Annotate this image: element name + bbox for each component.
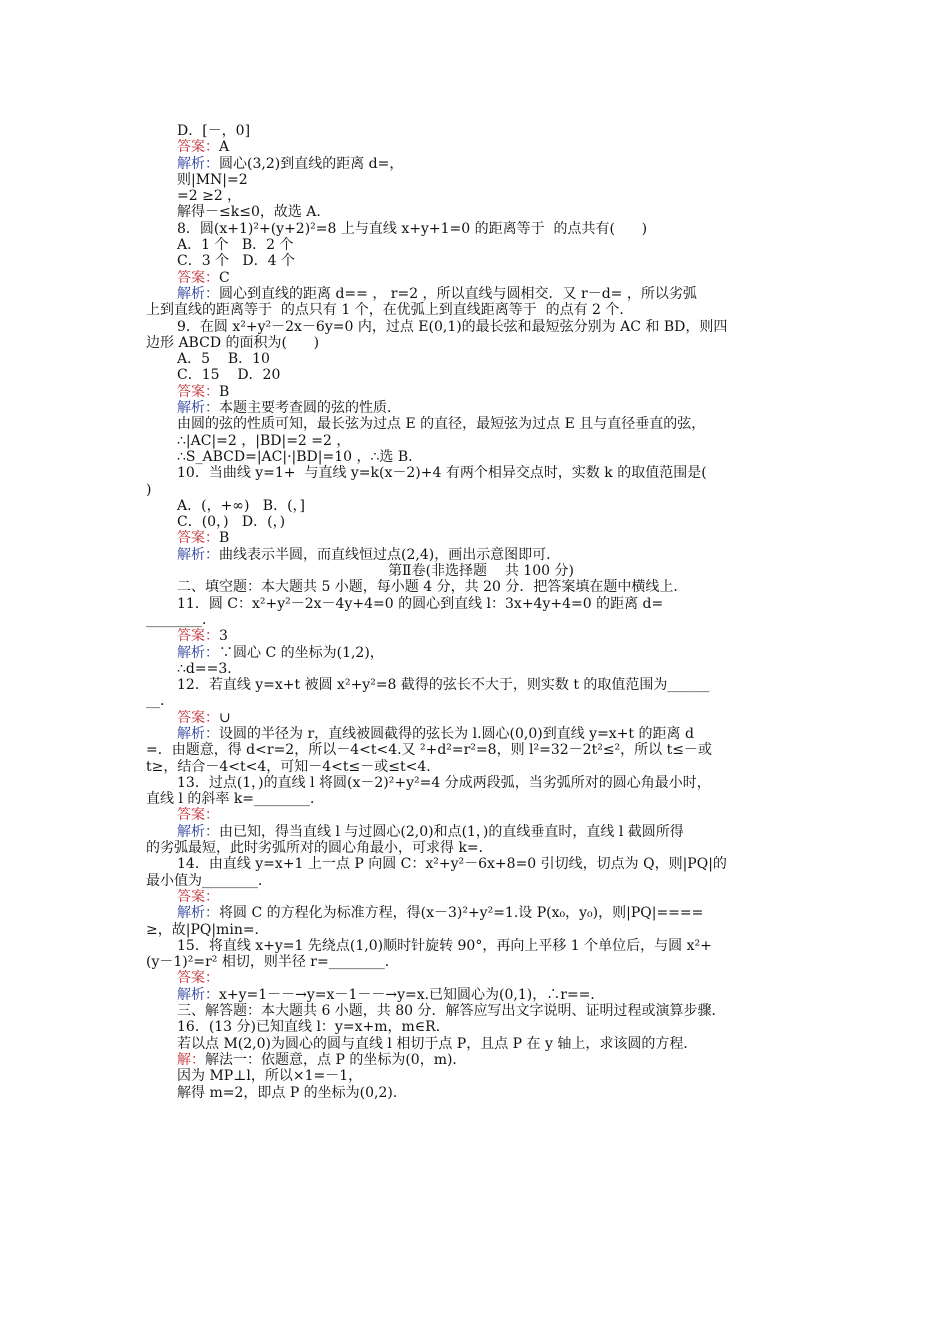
document-line — [146, 1052, 816, 1068]
document-line — [146, 824, 816, 840]
line-text: 解法一：依题意，点 P 的坐标为(0，m)． — [205, 1051, 467, 1068]
document-body — [146, 123, 816, 1101]
document-line — [146, 335, 816, 351]
line-text: =．由题意，得 d<r=2，所以－4<t<4.又 ²+d²=r²=8，则 l²=32－2t²≤²，所以 t≤－或 — [146, 742, 712, 759]
line-text: ≥，故|PQ|min=． — [146, 921, 269, 938]
line-text: ∪ — [219, 709, 231, 726]
document-line — [146, 645, 816, 661]
analysis-label: 解析： — [177, 986, 219, 1003]
document-line — [146, 253, 816, 269]
line-text: 最小值为________． — [146, 872, 272, 889]
line-text: 13．过点(1，)的直线 l 将圆(x－2)²+y²=4 分成两段弧，当劣弧所对的圆心角最小时， — [177, 774, 711, 791]
line-text: C．15 D．20 — [177, 367, 281, 384]
answer-label: 答案： — [177, 888, 219, 905]
document-line — [146, 759, 816, 775]
document-line — [146, 1068, 816, 1084]
document-line — [146, 319, 816, 335]
line-text: 因为 MP⊥l，所以×1=－1， — [177, 1068, 363, 1085]
analysis-label: 解析： — [177, 644, 219, 661]
document-line — [146, 856, 816, 872]
answer-label: 答案： — [177, 139, 219, 156]
line-text: ) — [146, 481, 152, 498]
document-line — [146, 237, 816, 253]
line-text: 三、解答题：本大题共 6 小题，共 80 分．解答应写出文字说明、证明过程或演算步骤． — [177, 1003, 726, 1020]
document-line — [146, 188, 816, 204]
line-text: ________． — [146, 611, 216, 628]
document-line — [146, 922, 816, 938]
line-text: __． — [146, 693, 174, 710]
line-text: 由已知，得当直线 l 与过圆心(2,0)和点(1，)的直线垂直时，直线 l 截圆所得 — [219, 823, 684, 840]
line-text: C — [219, 269, 230, 286]
document-line — [146, 498, 816, 514]
document-line — [146, 172, 816, 188]
analysis-label: 解析： — [177, 400, 219, 417]
document-line — [146, 139, 816, 155]
line-text: t≥，结合－4<t<4，可知－4<t≤－或≤t<4. — [146, 758, 431, 775]
document-line — [146, 873, 816, 889]
line-text: D．[－，0] — [177, 123, 251, 139]
line-text: 解得 m=2，即点 P 的坐标为(0,2)． — [177, 1084, 407, 1101]
document-line — [146, 433, 816, 449]
document-line — [146, 970, 816, 986]
document-line — [146, 905, 816, 921]
line-text: =2 ≥2 ， — [177, 188, 242, 205]
document-line — [146, 775, 816, 791]
document-line — [146, 954, 816, 970]
line-text: C．3 个 D．4 个 — [177, 253, 296, 270]
document-line — [146, 579, 816, 595]
line-text: 15．将直线 x+y=1 先绕点(1,0)顺时针旋转 90°，再向上平移 1 个单位后，与圆 x²+ — [177, 937, 712, 954]
document-line — [146, 807, 816, 823]
document-line — [146, 416, 816, 432]
document-line — [146, 547, 816, 563]
document-line — [146, 628, 816, 644]
document-line — [146, 677, 816, 693]
answer-label: 答案： — [177, 269, 219, 286]
document-line — [146, 563, 816, 579]
document-line — [146, 1003, 816, 1019]
answer-label: 答案： — [177, 628, 219, 645]
line-text: 第Ⅱ卷(非选择题 共 100 分) — [388, 563, 574, 580]
document-line — [146, 693, 816, 709]
line-text: ∵圆心 C 的坐标为(1,2)， — [219, 644, 384, 661]
answer-label: 答案： — [177, 970, 219, 987]
document-line — [146, 123, 816, 139]
document-line — [146, 612, 816, 628]
document-line — [146, 270, 816, 286]
document-line — [146, 384, 816, 400]
line-text: 本题主要考查圆的弦的性质． — [219, 400, 401, 417]
analysis-label: 解析： — [177, 905, 219, 922]
analysis-label: 解析： — [177, 725, 219, 742]
document-line — [146, 156, 816, 172]
line-text: B — [219, 383, 230, 400]
line-text: 曲线表示半圆，而直线恒过点(2,4)，画出示意图即可． — [219, 546, 561, 563]
document-line — [146, 514, 816, 530]
document-line — [146, 596, 816, 612]
line-text: 的劣弧最短，此时劣弧所对的圆心角最小，可求得 k=． — [146, 840, 493, 857]
document-line — [146, 530, 816, 546]
analysis-label: 解析： — [177, 155, 219, 172]
document-line — [146, 400, 816, 416]
document-line — [146, 449, 816, 465]
line-text: 10．当曲线 y=1+ 与直线 y=k(x－2)+4 有两个相异交点时，实数 k 的取值范围是( — [177, 465, 707, 482]
document-line — [146, 938, 816, 954]
line-text: B — [219, 530, 230, 547]
answer-label: 答案： — [177, 807, 219, 824]
line-text: A．1 个 B．2 个 — [177, 237, 294, 254]
line-text: 直线 l 的斜率 k=________． — [146, 791, 325, 808]
line-text: 边形 ABCD 的面积为( ) — [146, 334, 320, 351]
document-line — [146, 221, 816, 237]
document-line — [146, 889, 816, 905]
line-text: ∴|AC|=2 ，|BD|=2 =2 ， — [177, 432, 351, 449]
document-line — [146, 726, 816, 742]
analysis-label: 解析： — [177, 823, 219, 840]
answer-label: 答案： — [177, 530, 219, 547]
line-text: 二、填空题：本大题共 5 小题，每小题 4 分，共 20 分．把答案填在题中横线上． — [177, 579, 688, 596]
document-line — [146, 840, 816, 856]
answer-label: 答案： — [177, 383, 219, 400]
document-line — [146, 710, 816, 726]
line-text: C．(0，) D．(，) — [177, 514, 286, 531]
line-text: A — [219, 139, 230, 156]
document-line — [146, 661, 816, 677]
document-line — [146, 351, 816, 367]
line-text: A．5 B．10 — [177, 351, 270, 368]
line-text: 设圆的半径为 r，直线被圆截得的弦长为 l.圆心(0,0)到直线 y=x+t 的距离 d — [219, 725, 694, 742]
document-line — [146, 1019, 816, 1035]
document-line — [146, 302, 816, 318]
line-text: 则|MN|=2 — [177, 171, 248, 188]
document-line — [146, 204, 816, 220]
document-line — [146, 482, 816, 498]
answer-label: 解： — [177, 1051, 205, 1068]
analysis-label: 解析： — [177, 285, 219, 302]
line-text: 12．若直线 y=x+t 被圆 x²+y²=8 截得的弦长不大于，则实数 t 的取值范围为______ — [177, 677, 710, 694]
line-text: 若以点 M(2,0)为圆心的圆与直线 l 相切于点 P，且点 P 在 y 轴上，求该圆的方程． — [177, 1035, 698, 1052]
document-line — [146, 1036, 816, 1052]
document-line — [146, 465, 816, 481]
line-text: 8．圆(x+1)²+(y+2)²=8 上与直线 x+y+1=0 的距离等于 的点共有( ) — [177, 220, 648, 237]
line-text: 11．圆 C：x²+y²－2x－4y+4=0 的圆心到直线 l：3x+4y+4=0 的距离 d= — [177, 595, 664, 612]
line-text: x+y=1－－→y=x－1－－→y=x.已知圆心为(0,1)，∴r==． — [219, 986, 605, 1003]
line-text: 16．(13 分)已知直线 l：y=x+m，m∈R. — [177, 1019, 441, 1036]
line-text: (y－1)²=r² 相切，则半径 r=________． — [146, 954, 399, 971]
document-line — [146, 1085, 816, 1101]
line-text: 圆心到直线的距离 d== ， r=2 ，所以直线与圆相交．又 r－d= ，所以劣弧 — [219, 285, 697, 302]
line-text: 上到直线的距离等于 的点只有 1 个，在优弧上到直线距离等于 的点有 2 个． — [146, 302, 634, 319]
document-line — [146, 367, 816, 383]
line-text: 将圆 C 的方程化为标准方程，得(x－3)²+y²=1.设 P(x₀，y₀)，则|PQ|==== — [219, 905, 704, 922]
line-text: 由圆的弦的性质可知，最长弦为过点 E 的直径，最短弦为过点 E 且与直径垂直的弦， — [177, 416, 706, 433]
line-text: A．(，+∞) B．(，] — [177, 497, 305, 514]
document-line — [146, 987, 816, 1003]
line-text: 3 — [219, 628, 228, 645]
answer-label: 答案： — [177, 709, 219, 726]
document-line — [146, 742, 816, 758]
line-text: 9．在圆 x²+y²－2x－6y=0 内，过点 E(0,1)的最长弦和最短弦分别为 AC 和 BD，则四 — [177, 318, 728, 335]
line-text: 圆心(3,2)到直线的距离 d=， — [219, 155, 404, 172]
line-text: ∴S_ABCD=|AC|·|BD|=10 ，∴选 B. — [177, 448, 413, 465]
line-text: 解得－≤k≤0，故选 A. — [177, 204, 321, 221]
line-text: 14．由直线 y=x+1 上一点 P 向圆 C：x²+y²－6x+8=0 引切线，切点为 Q，则|PQ|的 — [177, 856, 727, 873]
document-line — [146, 791, 816, 807]
analysis-label: 解析： — [177, 546, 219, 563]
line-text: ∴d==3. — [177, 660, 232, 677]
document-line — [146, 286, 816, 302]
